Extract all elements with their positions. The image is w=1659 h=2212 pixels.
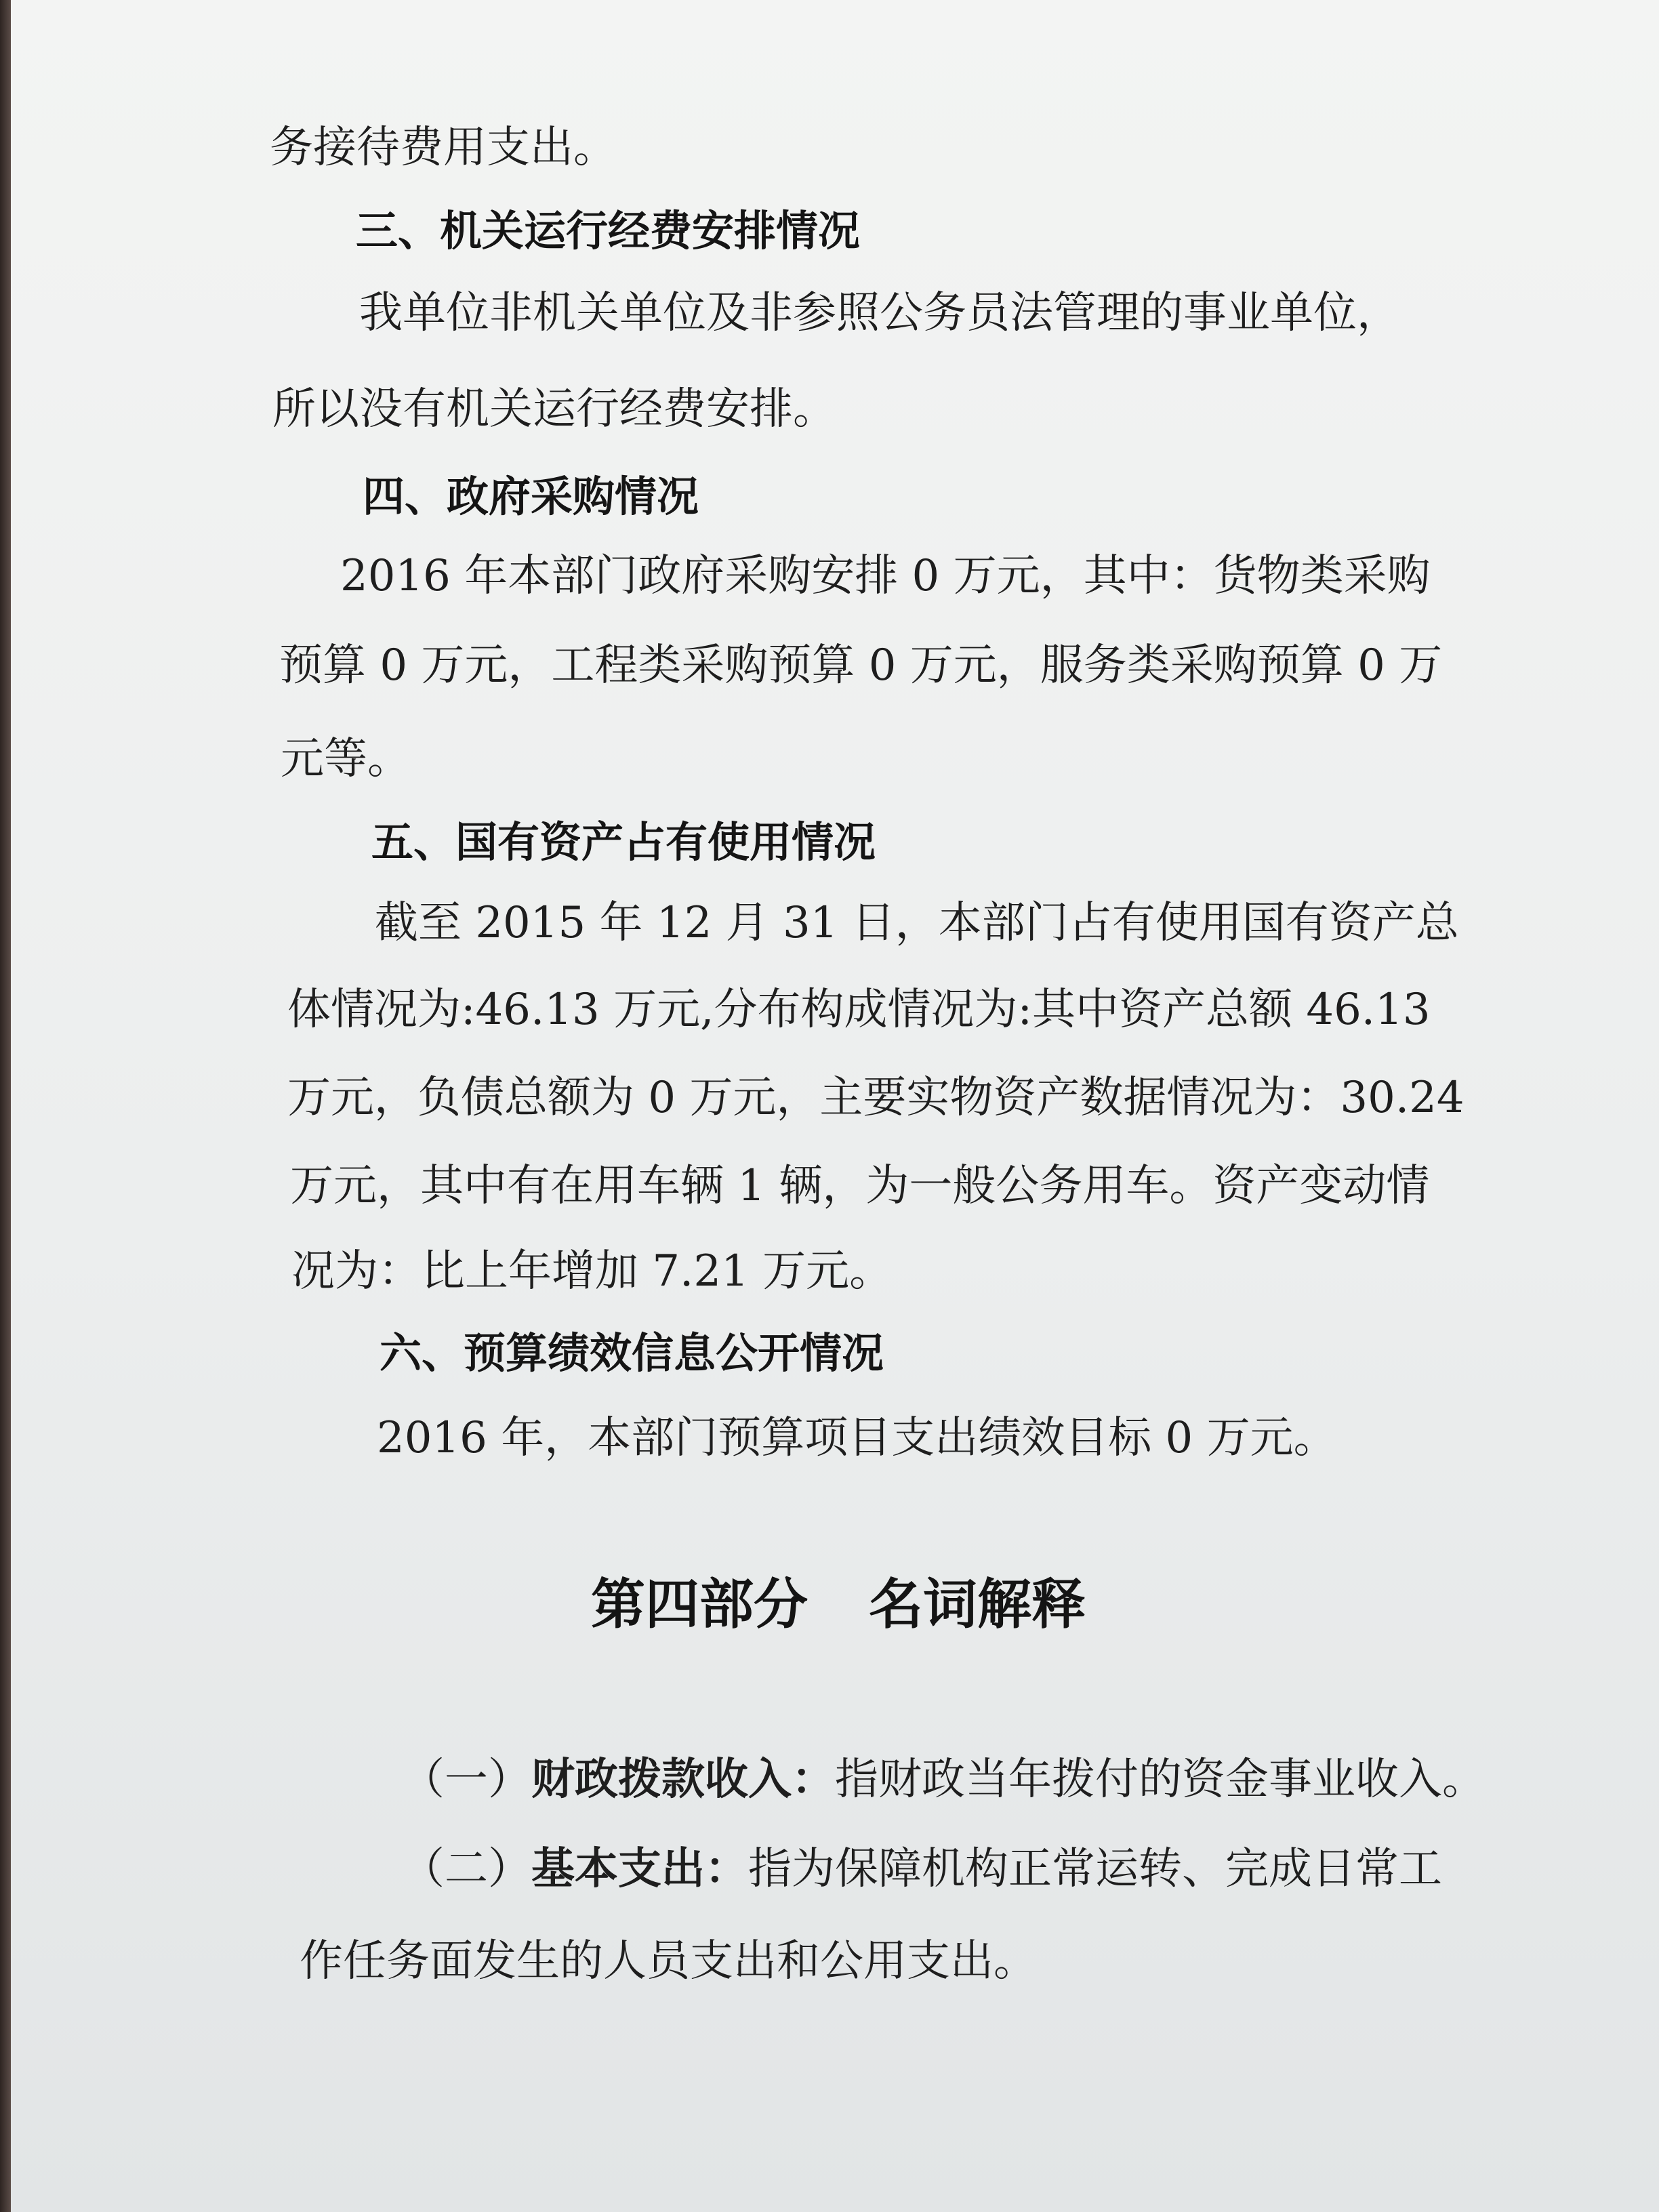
- part-4-title: [591, 1573, 1086, 1636]
- section-4-heading: 四、政府采购情况: [363, 472, 699, 521]
- glossary-item-2-term: 基本支出：: [531, 1844, 748, 1894]
- glossary-item-2-definition: 指为保障机构正常运转、完成日常工: [748, 1844, 1442, 1894]
- section-3-line-2: 所以没有机关运行经费安排。: [272, 384, 836, 434]
- part-4-title-text: 名词解释: [869, 1573, 1086, 1636]
- glossary-item-2-number: （二）: [401, 1844, 531, 1894]
- section-6-heading: 六、预算绩效信息公开情况: [380, 1328, 884, 1378]
- section-4-line-3: 元等。: [281, 734, 411, 784]
- section-5-line-3: 万元，负债总额为 0 万元，主要实物资产数据情况为：30.24: [287, 1073, 1465, 1123]
- part-4-title-number: 第四部分: [591, 1573, 808, 1636]
- section-4-line-2: 预算 0 万元，工程类采购预算 0 万元，服务类采购预算 0 万: [279, 640, 1443, 691]
- section-5-line-5: 况为：比上年增加 7.21 万元。: [291, 1246, 893, 1296]
- desk-edge-shadow: [0, 0, 11, 2212]
- section-4-line-1: 2016 年本部门政府采购安排 0 万元，其中：货物类采购: [340, 551, 1431, 601]
- glossary-item-1-number: （一）: [401, 1755, 531, 1805]
- glossary-item-1-term: 财政拨款收入：: [531, 1755, 835, 1805]
- glossary-item-2-continuation: 作任务面发生的人员支出和公用支出。: [300, 1936, 1037, 1986]
- continuation-line: 务接待费用支出。: [270, 123, 617, 173]
- section-3-line-1: 我单位非机关单位及非参照公务员法管理的事业单位，: [359, 288, 1400, 338]
- glossary-item-1: [401, 1755, 1486, 1805]
- glossary-item-2: [401, 1844, 1442, 1894]
- section-5-line-2: 体情况为:46.13 万元,分布构成情况为:其中资产总额 46.13: [287, 985, 1431, 1035]
- section-5-heading: 五、国有资产占有使用情况: [371, 817, 876, 867]
- section-5-line-4: 万元，其中有在用车辆 1 辆，为一般公务用车。资产变动情: [290, 1161, 1430, 1211]
- section-5-line-1: 截至 2015 年 12 月 31 日，本部门占有使用国有资产总: [375, 898, 1459, 948]
- section-6-line-1: 2016 年，本部门预算项目支出绩效目标 0 万元。: [377, 1413, 1337, 1463]
- glossary-item-1-definition: 指财政当年拨付的资金事业收入。: [835, 1755, 1486, 1805]
- section-3-heading: 三、机关运行经费安排情况: [356, 206, 861, 255]
